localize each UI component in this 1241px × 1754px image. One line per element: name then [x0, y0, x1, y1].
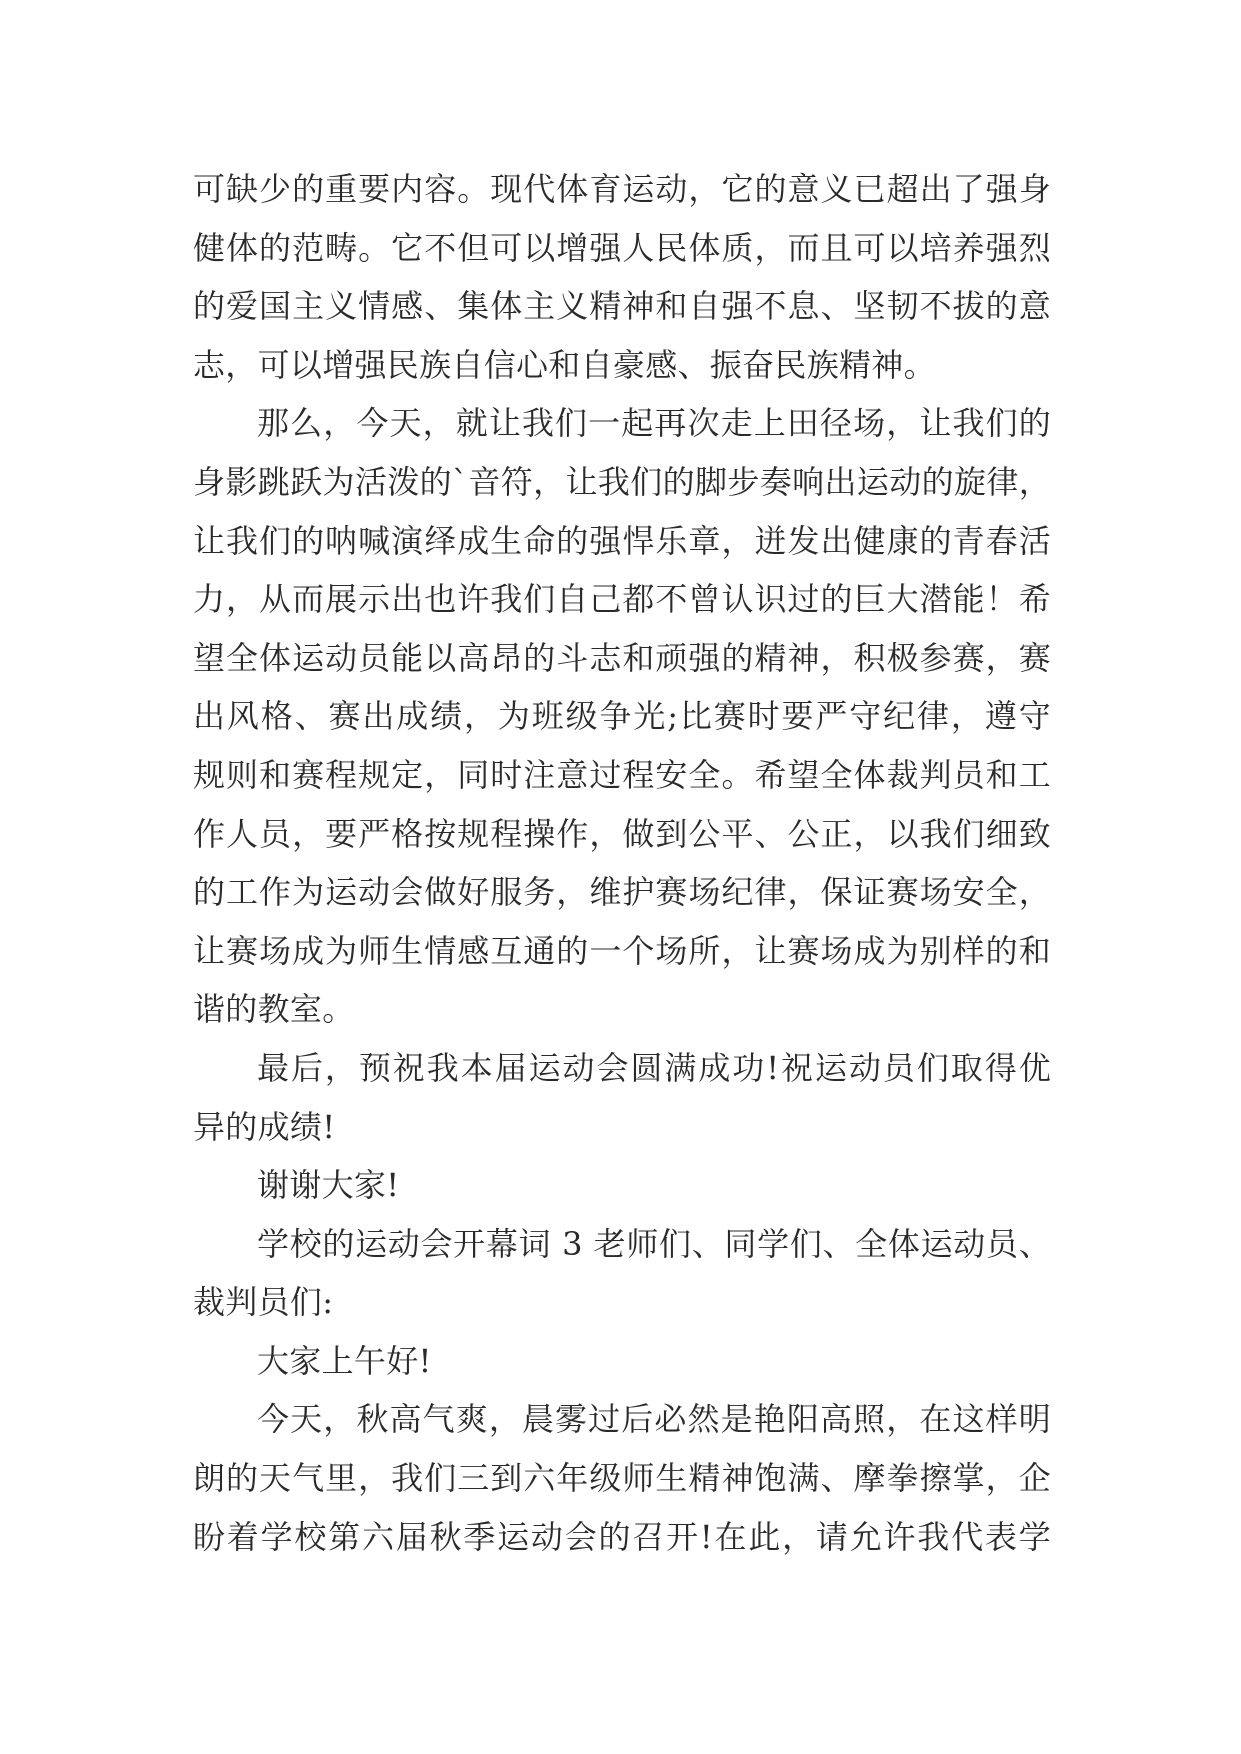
text-line: 志，可以增强民族自信心和自豪感、振奋民族精神。 [193, 345, 936, 384]
text-line: 学校的运动会开幕词 3 老师们、同学们、全体运动员、 [257, 1224, 1051, 1263]
text-line: 可缺少的重要内容。现代体育运动，它的意义已超出了强身 [193, 170, 1051, 208]
text-line: 的工作为运动会做好服务，维护赛场纪律，保证赛场安全， [193, 873, 1051, 912]
text-line: 身影跳跃为活泼的`音符，让我们的脚步奏响出运动的旋律， [193, 462, 1051, 501]
text-line: 健体的范畴。它不但可以增强人民体质，而且可以培养强烈 [193, 228, 1051, 267]
text-line: 今天，秋高气爽，晨雾过后必然是艳阳高照，在这样明 [257, 1400, 1051, 1439]
text-line: 谐的教室。 [193, 990, 355, 1029]
text-line: 望全体运动员能以高昂的斗志和顽强的精神，积极参赛，赛 [193, 638, 1051, 677]
text-line: 盼着学校第六届秋季运动会的召开!在此，请允许我代表学 [193, 1517, 1051, 1556]
document-body [193, 160, 1051, 1566]
text-line: 谢谢大家! [257, 1166, 400, 1205]
text-line: 最后，预祝我本届运动会圆满成功!祝运动员们取得优 [257, 1048, 1051, 1087]
text-line: 的爱国主义情感、集体主义精神和自强不息、坚韧不拔的意 [193, 287, 1051, 326]
text-line: 让赛场成为师生情感互通的一个场所，让赛场成为别样的和 [193, 931, 1051, 970]
text-line: 裁判员们: [193, 1283, 334, 1322]
text-line: 让我们的呐喊演绎成生命的强悍乐章，迸发出健康的青春活 [193, 521, 1051, 560]
text-line: 出风格、赛出成绩，为班级争光;比赛时要严守纪律，遵守 [193, 697, 1051, 736]
text-line: 大家上午好! [257, 1341, 432, 1380]
text-line: 力，从而展示出也许我们自己都不曾认识过的巨大潜能！希 [193, 580, 1051, 619]
text-line: 朗的天气里，我们三到六年级师生精神饱满、摩拳擦掌，企 [193, 1459, 1051, 1498]
text-line: 那么，今天，就让我们一起再次走上田径场，让我们的 [257, 404, 1051, 443]
text-line: 作人员，要严格按规程操作，做到公平、公正，以我们细致 [193, 814, 1051, 853]
text-line: 规则和赛程规定，同时注意过程安全。希望全体裁判员和工 [193, 755, 1051, 794]
text-line: 异的成绩! [193, 1107, 336, 1146]
